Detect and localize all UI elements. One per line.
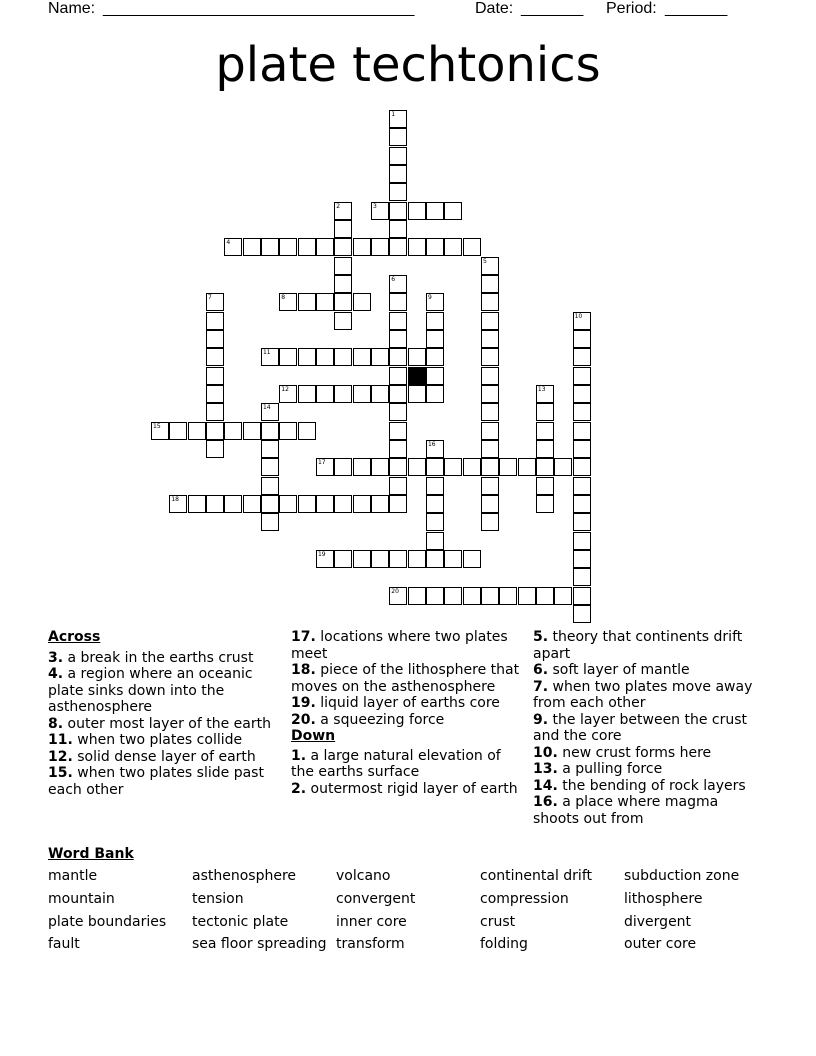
grid-cell[interactable] [206,293,224,311]
grid-cell[interactable] [316,293,334,311]
grid-cell[interactable] [536,477,554,495]
grid-cell[interactable] [573,477,591,495]
grid-cell[interactable] [481,458,499,476]
grid-clue-number: 2 [336,202,341,210]
grid-cell[interactable] [224,495,242,513]
clue-number: 6. [533,662,549,678]
grid-cell[interactable] [536,587,554,605]
grid-cell[interactable] [389,312,407,330]
grid-cell[interactable] [481,257,499,275]
word-bank-item: crust [480,914,516,930]
clue-text: a large natural elevation of the earths surface [291,747,501,780]
grid-cell[interactable] [334,458,352,476]
grid-cell[interactable] [573,495,591,513]
grid-cell[interactable] [353,385,371,403]
grid-cell[interactable] [151,422,169,440]
grid-cell[interactable] [481,587,499,605]
grid-cell[interactable] [371,458,389,476]
grid-cell[interactable] [316,385,334,403]
name-line[interactable]: ___________________________________ [103,0,415,17]
grid-cell[interactable] [408,550,426,568]
grid-cell[interactable] [463,238,481,256]
grid-cell[interactable] [261,513,279,531]
grid-cell[interactable] [426,458,444,476]
grid-cell[interactable] [316,348,334,366]
word-bank-item: mountain [48,891,115,907]
across-clue [291,695,526,712]
word-bank-item: inner core [336,914,407,930]
grid-cell[interactable] [408,348,426,366]
grid-clue-number: 11 [262,349,271,357]
grid-cell[interactable] [298,238,316,256]
clue-text: liquid layer of earths core [315,695,500,711]
period-line[interactable]: _______ [665,0,728,17]
grid-cell[interactable] [554,458,572,476]
grid-cell[interactable] [573,330,591,348]
word-bank-item: convergent [336,891,416,907]
grid-cell[interactable] [371,385,389,403]
across-clue [48,650,283,667]
grid-cell[interactable] [389,440,407,458]
grid-cell[interactable] [334,202,352,220]
grid-cell[interactable] [426,550,444,568]
across-clue [48,749,283,766]
clue-number: 7. [533,678,549,695]
across-clue [291,712,526,729]
grid-cell[interactable] [389,367,407,385]
grid-cell[interactable] [371,238,389,256]
grid-cell[interactable] [389,238,407,256]
grid-cell[interactable] [334,312,352,330]
grid-cell[interactable] [279,422,297,440]
grid-cell[interactable] [426,348,444,366]
page-title: plate techtonics [215,37,601,93]
grid-clue-number: 8 [281,294,286,302]
grid-cell[interactable] [206,403,224,421]
grid-cell[interactable] [206,495,224,513]
grid-cell[interactable] [261,238,279,256]
grid-cell[interactable] [243,495,261,513]
grid-cell[interactable] [389,330,407,348]
grid-cell[interactable] [536,458,554,476]
grid-cell[interactable] [243,238,261,256]
word-bank-item: continental drift [480,868,592,884]
grid-cell[interactable] [298,348,316,366]
clue-number: 11. [48,732,73,748]
grid-cell[interactable] [389,275,407,293]
grid-cell[interactable] [426,587,444,605]
grid-cell[interactable] [206,385,224,403]
word-bank-item: tectonic plate [192,914,289,930]
across-heading: Across [48,629,101,645]
grid-cell[interactable] [426,238,444,256]
clue-text: a break in the earths crust [63,649,254,666]
grid-cell[interactable] [389,550,407,568]
grid-clue-number: 1 [391,111,396,118]
grid-cell[interactable] [334,257,352,275]
grid-cell[interactable] [261,477,279,495]
grid-cell[interactable] [481,312,499,330]
black-square [408,367,426,385]
grid-cell[interactable] [536,403,554,421]
grid-clue-number: 9 [427,294,432,302]
grid-cell[interactable] [389,128,407,146]
clue-number: 15. [48,765,73,781]
grid-cell[interactable] [426,532,444,550]
clue-text: when two plates move away from each other [533,678,753,711]
across-clue [48,716,283,733]
grid-clue-number: 19 [317,550,326,558]
grid-cell[interactable] [261,495,279,513]
clue-number: 13. [533,761,558,777]
grid-cell[interactable] [279,293,297,311]
grid-cell[interactable] [518,458,536,476]
clue-number: 5. [533,629,549,645]
grid-cell[interactable] [426,367,444,385]
grid-cell[interactable] [481,495,499,513]
grid-cell[interactable] [573,422,591,440]
grid-cell[interactable] [389,202,407,220]
grid-cell[interactable] [334,348,352,366]
grid-cell[interactable] [389,477,407,495]
grid-cell[interactable] [554,587,572,605]
grid-cell[interactable] [261,403,279,421]
across-clue [48,732,283,749]
grid-cell[interactable] [481,477,499,495]
clue-number: 20. [291,711,316,728]
grid-cell[interactable] [499,587,517,605]
grid-cell[interactable] [573,568,591,586]
grid-cell[interactable] [206,312,224,330]
word-bank-item: plate boundaries [48,914,167,930]
grid-cell[interactable] [573,385,591,403]
period-label: Period: [606,0,657,17]
grid-cell[interactable] [389,458,407,476]
grid-cell[interactable] [334,293,352,311]
clue-number: 9. [533,711,549,728]
grid-cell[interactable] [206,367,224,385]
clue-text: a pulling force [557,761,663,777]
clue-text: piece of the lithosphere that moves on the asthenosphere [291,662,520,695]
grid-cell[interactable] [408,385,426,403]
date-label: Date: [475,0,514,17]
grid-cell[interactable] [298,293,316,311]
grid-cell[interactable] [463,550,481,568]
word-bank-item: subduction zone [624,868,740,884]
grid-cell[interactable] [279,348,297,366]
grid-cell[interactable] [426,440,444,458]
clue-number: 12. [48,748,73,765]
grid-cell[interactable] [499,458,517,476]
grid-cell[interactable] [408,238,426,256]
grid-cell[interactable] [573,312,591,330]
grid-cell[interactable] [536,440,554,458]
clue-text: the layer between the crust and the core [533,711,748,744]
grid-cell[interactable] [573,348,591,366]
clue-number: 18. [291,662,316,678]
clue-number: 1. [291,747,307,764]
grid-cell[interactable] [279,495,297,513]
down-clue [533,629,768,662]
grid-clue-number: 14 [262,404,271,412]
grid-cell[interactable] [316,495,334,513]
grid-cell[interactable] [353,550,371,568]
grid-cell[interactable] [334,238,352,256]
clue-number: 16. [533,794,558,810]
word-bank-item: divergent [624,914,692,930]
grid-cell[interactable] [279,385,297,403]
grid-cell[interactable] [426,513,444,531]
clue-number: 14. [533,777,558,794]
grid-clue-number: 17 [317,459,326,467]
grid-cell[interactable] [536,495,554,513]
grid-cell[interactable] [463,458,481,476]
word-bank-heading: Word Bank [48,846,134,862]
across-clue [291,662,526,695]
down-clue [291,748,526,781]
grid-cell[interactable] [481,348,499,366]
grid-cell[interactable] [536,385,554,403]
grid-cell[interactable] [481,422,499,440]
grid-cell[interactable] [353,495,371,513]
grid-cell[interactable] [206,330,224,348]
word-bank-item: fault [48,936,80,952]
grid-cell[interactable] [426,202,444,220]
grid-cell[interactable] [481,367,499,385]
grid-cell[interactable] [389,147,407,165]
grid-cell[interactable] [353,348,371,366]
grid-cell[interactable] [463,587,481,605]
grid-cell[interactable] [481,293,499,311]
grid-cell[interactable] [188,495,206,513]
grid-clue-number: 3 [372,202,377,210]
grid-cell[interactable] [389,495,407,513]
grid-cell[interactable] [206,440,224,458]
grid-cell[interactable] [316,550,334,568]
word-bank-item: volcano [336,868,391,884]
down-clue [291,781,526,798]
down-clue [533,778,768,795]
grid-cell[interactable] [573,367,591,385]
word-bank-item: compression [480,891,569,907]
down-clue [533,712,768,745]
down-heading: Down [291,728,336,744]
grid-cell[interactable] [371,348,389,366]
clue-text: a place where magma shoots out from [533,794,719,827]
grid-cell[interactable] [573,550,591,568]
grid-cell[interactable] [573,440,591,458]
word-bank-item: transform [336,936,405,952]
clue-number: 3. [48,649,64,666]
grid-cell[interactable] [279,238,297,256]
grid-cell[interactable] [169,422,187,440]
grid-clue-number: 20 [391,587,399,595]
clue-number: 19. [291,695,316,711]
grid-cell[interactable] [389,183,407,201]
down-clue [533,662,768,679]
grid-cell[interactable] [334,495,352,513]
grid-cell[interactable] [426,293,444,311]
date-line[interactable]: _______ [521,0,584,17]
grid-cell[interactable] [353,293,371,311]
grid-cell[interactable] [444,238,462,256]
grid-cell[interactable] [169,495,187,513]
grid-cell[interactable] [518,587,536,605]
grid-cell[interactable] [408,458,426,476]
word-bank-item: tension [192,891,244,907]
grid-cell[interactable] [444,550,462,568]
grid-cell[interactable] [353,458,371,476]
grid-cell[interactable] [536,422,554,440]
word-bank-item: folding [480,936,528,952]
grid-cell[interactable] [481,403,499,421]
clues-column-3 [533,629,768,827]
grid-cell[interactable] [389,165,407,183]
grid-cell[interactable] [573,403,591,421]
grid-cell[interactable] [426,385,444,403]
grid-cell[interactable] [481,513,499,531]
grid-cell[interactable] [298,495,316,513]
grid-clue-number: 7 [207,294,212,302]
grid-cell[interactable] [426,495,444,513]
clue-text: outermost rigid layer of earth [306,780,518,797]
grid-cell[interactable] [408,587,426,605]
down-clue [533,679,768,712]
grid-cell[interactable] [389,110,407,128]
word-bank-item: mantle [48,868,98,884]
grid-cell[interactable] [389,348,407,366]
grid-clue-number: 10 [574,312,583,320]
grid-cell[interactable] [444,587,462,605]
clue-text: when two plates slide past each other [48,765,264,798]
grid-cell[interactable] [426,330,444,348]
grid-cell[interactable] [573,587,591,605]
clue-text: theory that continents drift apart [533,629,743,662]
across-clue [291,629,526,662]
grid-clue-number: 18 [171,495,179,503]
grid-cell[interactable] [298,422,316,440]
grid-cell[interactable] [298,385,316,403]
grid-cell[interactable] [371,202,389,220]
word-bank-item: outer core [624,936,697,952]
grid-cell[interactable] [389,587,407,605]
grid-cell[interactable] [334,550,352,568]
grid-clue-number: 5 [482,257,487,265]
clues-column-1 [48,629,283,798]
grid-cell[interactable] [334,220,352,238]
grid-cell[interactable] [261,458,279,476]
grid-clue-number: 13 [537,385,546,393]
grid-cell[interactable] [573,458,591,476]
grid-cell[interactable] [261,422,279,440]
grid-cell[interactable] [389,220,407,238]
name-label: Name: [48,0,96,17]
clue-text: when two plates collide [72,732,243,748]
clue-text: outer most layer of the earth [63,715,271,732]
grid-cell[interactable] [408,202,426,220]
grid-cell[interactable] [444,458,462,476]
clue-text: solid dense layer of earth [72,748,256,765]
grid-cell[interactable] [371,495,389,513]
grid-cell[interactable] [316,458,334,476]
grid-cell[interactable] [444,202,462,220]
grid-cell[interactable] [481,440,499,458]
grid-cell[interactable] [334,385,352,403]
grid-cell[interactable] [573,605,591,623]
grid-cell[interactable] [573,532,591,550]
grid-cell[interactable] [573,513,591,531]
grid-cell[interactable] [261,440,279,458]
grid-cell[interactable] [481,275,499,293]
grid-cell[interactable] [261,348,279,366]
grid-cell[interactable] [206,422,224,440]
grid-cell[interactable] [371,550,389,568]
grid-cell[interactable] [389,403,407,421]
word-bank-item: asthenosphere [192,868,297,884]
clues-column-2 [291,629,526,797]
clue-text: the bending of rock layers [557,777,746,794]
clue-number: 8. [48,715,64,732]
clue-text: locations where two plates meet [291,629,508,662]
grid-cell[interactable] [243,422,261,440]
word-bank-item: sea floor spreading [192,936,327,952]
grid-clue-number: 12 [281,385,289,393]
grid-cell[interactable] [389,293,407,311]
grid-clue-number: 6 [391,275,396,283]
clue-text: soft layer of mantle [548,662,690,678]
grid-cell[interactable] [316,238,334,256]
grid-clue-number: 15 [153,422,161,430]
grid-clue-number: 16 [427,440,436,448]
clue-text: a squeezing force [315,711,445,728]
grid-cell[interactable] [481,385,499,403]
clue-number: 17. [291,629,316,645]
grid-cell[interactable] [353,238,371,256]
grid-cell[interactable] [188,422,206,440]
grid-cell[interactable] [206,348,224,366]
down-clue [533,745,768,762]
grid-clue-number: 4 [226,239,231,247]
grid-cell[interactable] [426,477,444,495]
across-clue [48,765,283,798]
clue-number: 4. [48,666,64,682]
grid-cell[interactable] [334,275,352,293]
across-clue [48,666,283,716]
grid-cell[interactable] [481,330,499,348]
clue-number: 10. [533,744,558,761]
clue-text: a region where an oceanic plate sinks down into the asthenosphere [48,666,253,715]
grid-cell[interactable] [389,422,407,440]
down-clue [533,794,768,827]
grid-cell[interactable] [224,238,242,256]
grid-cell[interactable] [426,312,444,330]
word-bank-item: lithosphere [624,891,703,907]
grid-cell[interactable] [224,422,242,440]
grid-cell[interactable] [389,385,407,403]
clue-text: new crust forms here [557,744,712,761]
clue-number: 2. [291,780,307,797]
down-clue [533,761,768,778]
